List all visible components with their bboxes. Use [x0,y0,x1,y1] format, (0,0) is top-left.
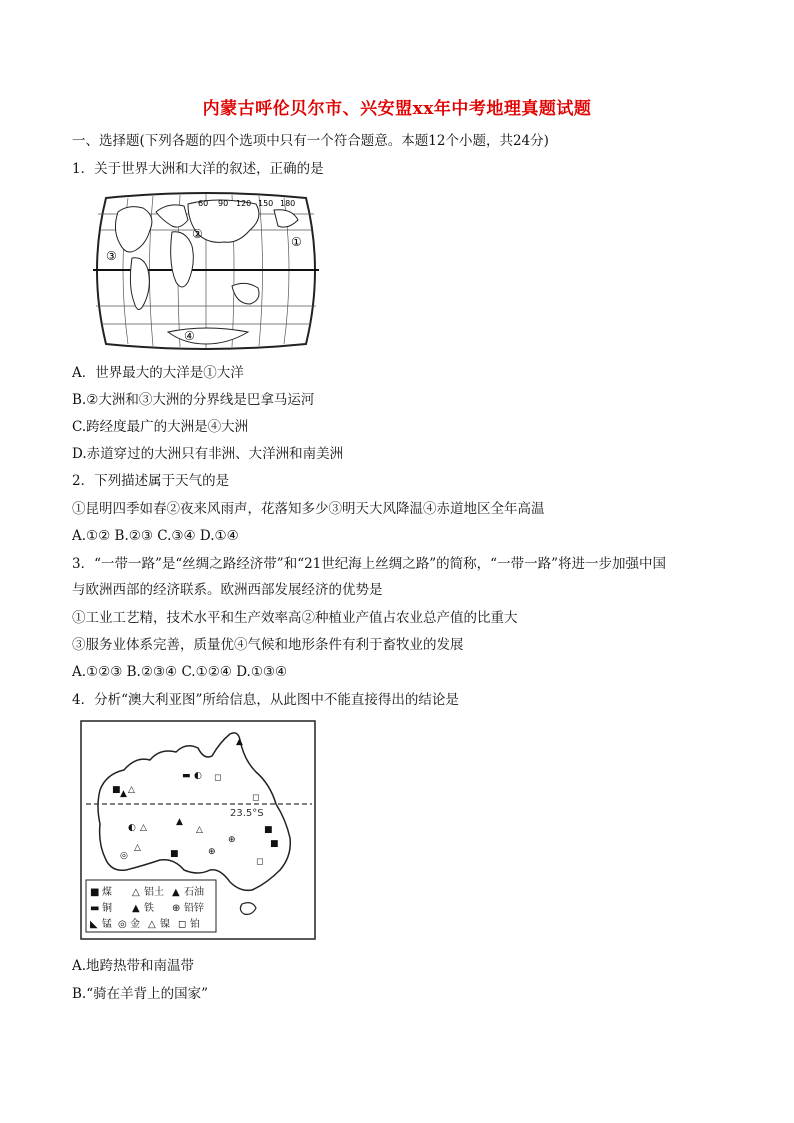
legend-label-1: 铝土 [144,887,164,898]
q2-options: A.①② B.②③ C.③④ D.①④ [72,528,239,544]
q1-option-d: D.赤道穿过的大洲只有非洲、大洋洲和南美洲 [72,446,344,462]
q3-stem-line1: 3．“一带一路”是“丝绸之路经济带”和“21世纪海上丝绸之路”的简称，“一带一路”将进一步加强中国 [72,556,666,572]
map-lon-120: 120 [236,199,252,208]
svg-text:■: ■ [270,839,279,849]
map-marker-4: ④ [184,329,195,343]
legend-label-4: 铁 [144,903,154,914]
svg-text:△: △ [196,825,203,835]
svg-text:△: △ [128,785,135,795]
q3-items-line1: ①工业工艺精，技术水平和生产效率高②种植业产值占农业总产值的比重大 [72,610,518,626]
q3-options: A.①②③ B.②③④ C.①②④ D.①③④ [72,664,288,680]
q1-stem: 1．关于世界大洲和大洋的叙述，正确的是 [72,161,324,177]
q1-option-a: A．世界最大的大洋是①大洋 [72,365,244,381]
page-title: 内蒙古呼伦贝尔市、兴安盟xx年中考地理真题试题 [202,99,592,119]
q3-items-line2: ③服务业体系完善，质量优④气候和地形条件有利于畜牧业的发展 [72,637,464,653]
legend-sym-3: ▬ [90,903,100,914]
svg-text:▲: ▲ [236,737,243,747]
q4-stem: 4．分析“澳大利亚图”所给信息，从此图中不能直接得出的结论是 [72,692,459,708]
legend-sym-7: ◎ [118,919,127,930]
world-map-figure [88,190,324,352]
q1-option-b: B.②大洲和③大洲的分界线是巴拿马运河 [72,392,315,408]
svg-text:■: ■ [264,825,273,835]
map-marker-3: ③ [106,249,117,263]
svg-text:⊕: ⊕ [228,835,236,845]
map-lon-180: 180 [280,199,296,208]
svg-text:■: ■ [170,849,179,859]
section-header: 一、选择题(下列各题的四个选项中只有一个符合题意。本题12个小题，共24分) [72,133,549,149]
legend-label-9: 铂 [190,919,200,930]
svg-text:▲: ▲ [120,789,127,799]
legend-label-7: 金 [130,919,140,930]
legend-sym-0: ■ [90,887,100,898]
q4-option-a: A.地跨热带和南温带 [72,958,195,974]
legend-sym-8: △ [148,919,156,930]
australia-map-figure [80,720,316,940]
legend-label-2: 石油 [184,887,204,898]
map-marker-1: ① [291,235,302,249]
svg-text:◻: ◻ [214,773,222,783]
map-lon-90: 90 [218,199,229,208]
svg-text:◐: ◐ [128,823,136,833]
svg-text:◻: ◻ [252,793,260,803]
legend-sym-5: ⊕ [172,903,181,914]
svg-text:△: △ [134,843,141,853]
legend-sym-9: ◻ [178,919,187,930]
q1-option-c: C.跨经度最广的大洲是④大洲 [72,419,249,435]
svg-text:▬: ▬ [182,771,191,781]
legend-label-0: 煤 [102,887,112,898]
map-marker-2: ② [192,227,203,241]
q3-stem-line2: 与欧洲西部的经济联系。欧洲西部发展经济的优势是 [72,582,383,598]
legend-label-6: 锰 [102,919,112,930]
svg-text:⊕: ⊕ [208,847,216,857]
q4-option-b: B.“骑在羊背上的国家” [72,986,209,1002]
map-lon-150: 150 [258,199,274,208]
svg-text:◎: ◎ [120,851,128,861]
legend-label-3: 铜 [102,903,112,914]
q2-items: ①昆明四季如春②夜来风雨声，花落知多少③明天大风降温④赤道地区全年高温 [72,501,545,517]
svg-text:◐: ◐ [194,771,202,781]
legend-sym-6: ◣ [90,919,98,930]
q2-stem: 2．下列描述属于天气的是 [72,473,230,489]
svg-text:■: ■ [112,785,121,795]
legend-sym-4: ▲ [132,903,140,914]
svg-text:◻: ◻ [256,857,264,867]
svg-text:△: △ [140,823,147,833]
legend-label-8: 镍 [160,919,170,930]
svg-text:▲: ▲ [176,817,183,827]
legend-sym-2: ▲ [172,887,180,898]
legend-sym-1: △ [132,887,140,898]
tropic-label: 23.5°S [230,808,264,819]
legend-label-5: 铅锌 [184,903,204,914]
map-lon-60: 60 [198,199,209,208]
